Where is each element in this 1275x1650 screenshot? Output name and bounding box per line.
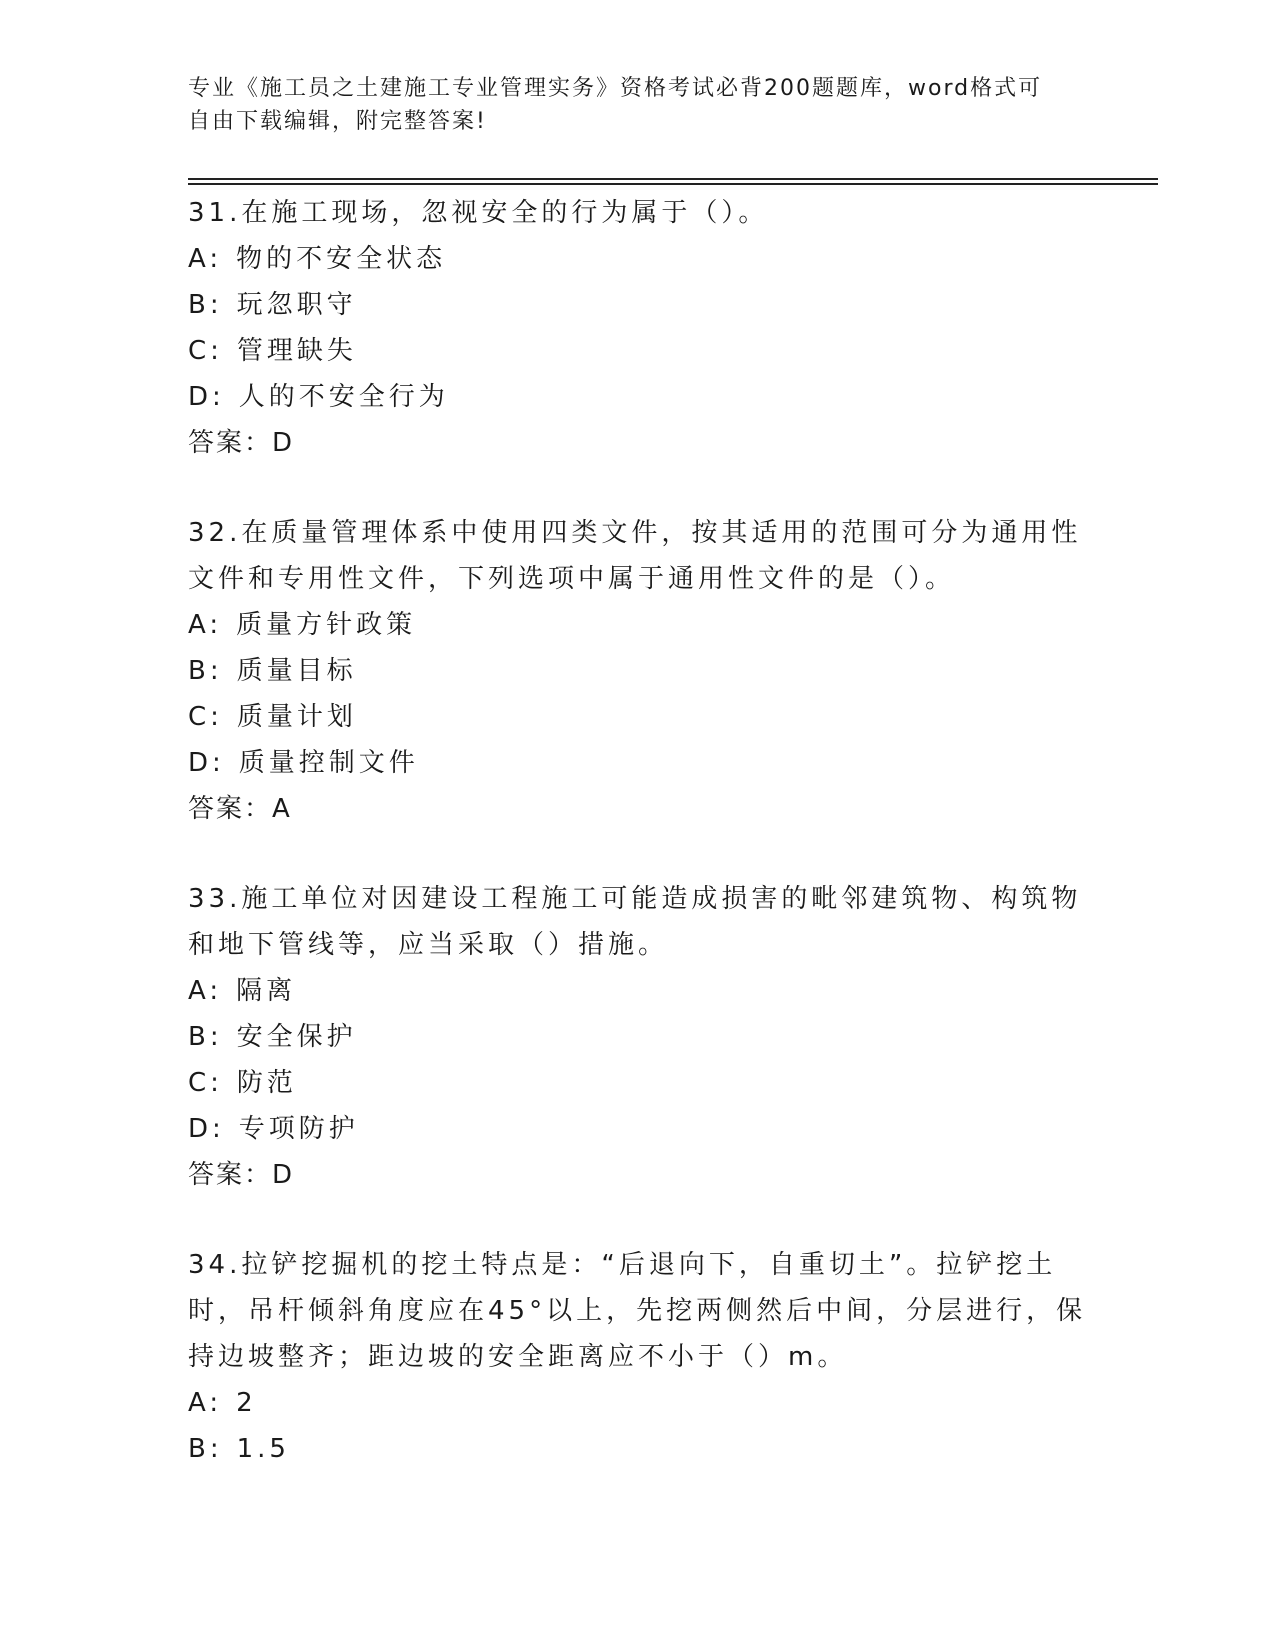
document-header: [188, 72, 1088, 138]
question-33: [188, 876, 1088, 1198]
question-stem: 31.在施工现场，忽视安全的行为属于（）。: [188, 198, 769, 228]
option-text: 2: [236, 1388, 257, 1418]
option-letter: C:: [188, 1068, 223, 1098]
option-text: 质量控制文件: [238, 748, 419, 778]
option-letter: D:: [188, 382, 225, 412]
option-letter: C:: [188, 702, 223, 732]
option-text: 物的不安全状态: [236, 244, 447, 274]
option-letter: A:: [188, 610, 223, 640]
option-text: 1.5: [236, 1434, 290, 1464]
question-34: [188, 1242, 1088, 1472]
header-line-1: 专业《施工员之土建施工专业管理实务》资格考试必背200题题库，word格式可: [188, 76, 1043, 101]
option-text: 专项防护: [238, 1114, 359, 1144]
header-line-2: 自由下载编辑，附完整答案!: [188, 109, 487, 134]
option-c: [188, 1060, 1088, 1106]
question-stem: 33.施工单位对因建设工程施工可能造成损害的毗邻建筑物、构筑物和地下管线等，应当采取（）措施。: [188, 884, 1082, 960]
option-d: [188, 1106, 1088, 1152]
option-letter: B:: [188, 1434, 223, 1464]
option-letter: D:: [188, 1114, 225, 1144]
header-divider-top: [188, 178, 1158, 180]
option-text: 防范: [236, 1068, 297, 1098]
option-text: 质量计划: [236, 702, 357, 732]
question-stem: 32.在质量管理体系中使用四类文件，按其适用的范围可分为通用性文件和专用性文件，下列选项中属于通用性文件的是（）。: [188, 518, 1082, 594]
answer-line: 答案：A: [188, 794, 292, 824]
option-b: [188, 648, 1088, 694]
option-d: [188, 374, 1088, 420]
question-list: [188, 190, 1088, 1516]
option-a: [188, 236, 1088, 282]
question-stem: 34.拉铲挖掘机的挖土特点是：“后退向下，自重切土”。拉铲挖土时，吊杆倾斜角度应在45°以上，先挖两侧然后中间，分层进行，保持边坡整齐；距边坡的安全距离应不小于（）m。: [188, 1250, 1087, 1372]
option-d: [188, 740, 1088, 786]
option-a: [188, 968, 1088, 1014]
option-text: 质量方针政策: [236, 610, 417, 640]
option-letter: B:: [188, 290, 223, 320]
question-32: [188, 510, 1088, 832]
option-b: [188, 1014, 1088, 1060]
option-c: [188, 328, 1088, 374]
question-31: [188, 190, 1088, 466]
option-b: [188, 1426, 1088, 1472]
option-a: [188, 1380, 1088, 1426]
option-text: 安全保护: [236, 1022, 357, 1052]
option-letter: C:: [188, 336, 223, 366]
option-letter: B:: [188, 656, 223, 686]
option-letter: A:: [188, 976, 223, 1006]
option-text: 玩忽职守: [236, 290, 357, 320]
option-a: [188, 602, 1088, 648]
header-divider-bottom: [188, 183, 1158, 185]
option-text: 隔离: [236, 976, 297, 1006]
option-letter: A:: [188, 1388, 223, 1418]
option-c: [188, 694, 1088, 740]
option-letter: A:: [188, 244, 223, 274]
option-text: 人的不安全行为: [238, 382, 449, 412]
answer-line: 答案：D: [188, 1160, 295, 1190]
option-letter: B:: [188, 1022, 223, 1052]
answer-line: 答案：D: [188, 428, 295, 458]
option-text: 管理缺失: [236, 336, 357, 366]
option-letter: D:: [188, 748, 225, 778]
option-text: 质量目标: [236, 656, 357, 686]
option-b: [188, 282, 1088, 328]
